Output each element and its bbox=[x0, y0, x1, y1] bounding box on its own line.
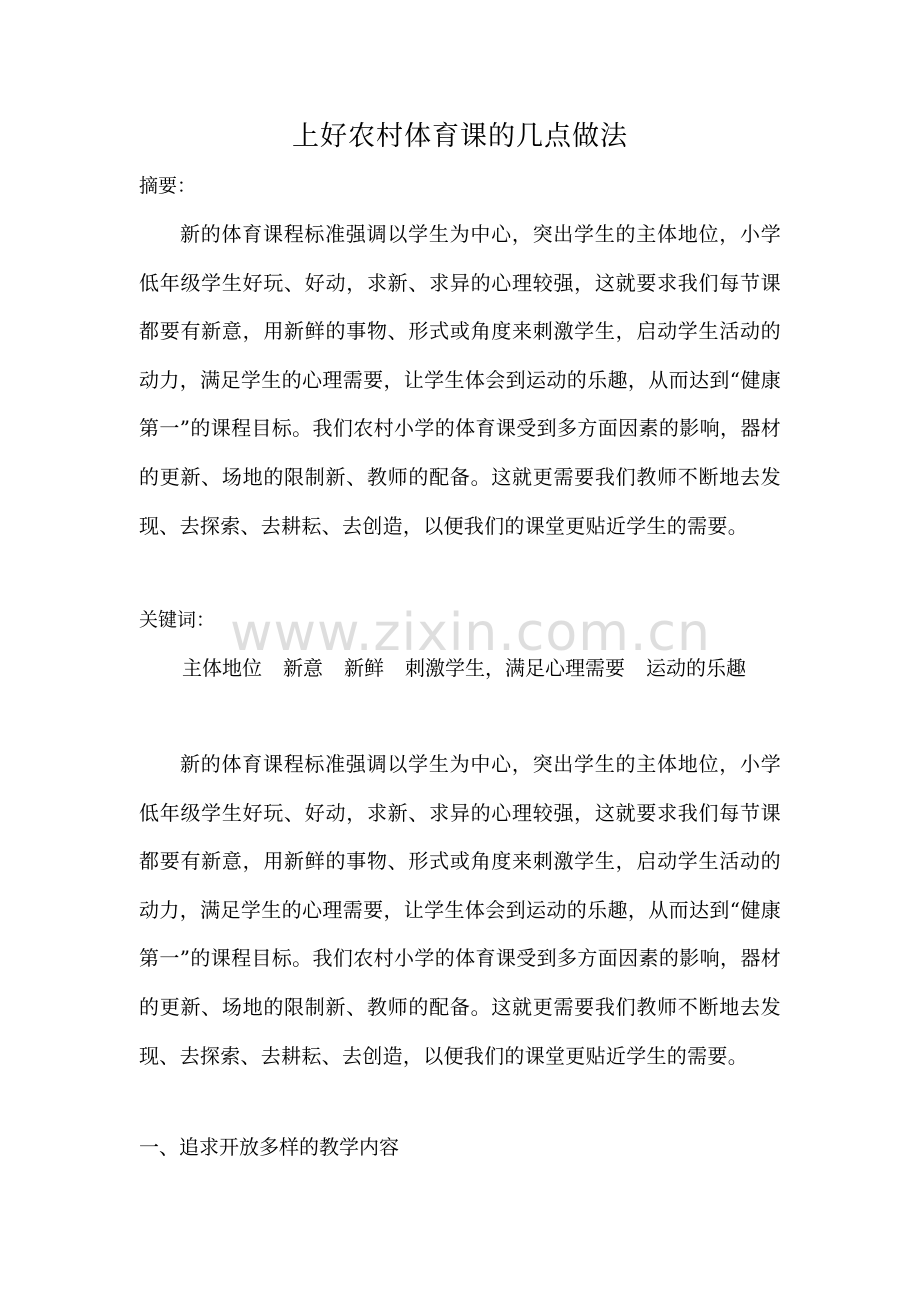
keyword-item: 主体地位 bbox=[182, 656, 262, 680]
keywords-label: 关键词： bbox=[139, 609, 216, 631]
keywords-list bbox=[182, 652, 746, 684]
abstract-label: 摘要： bbox=[139, 175, 197, 197]
section-heading: 一、追求开放多样的教学内容 bbox=[139, 1135, 399, 1159]
watermark: www.zixin.com.cn bbox=[230, 603, 711, 663]
body-paragraph: 新的体育课程标准强调以学生为中心，突出学生的主体地位，小学低年级学生好玩、好动，求新、求异的心理较强，这就要求我们每节课都要有新意，用新鲜的事物、形式或角度来刺激学生，启动学生活动的动力，满足学生的心理需要，让学生体会到运动的乐趣，从而达到“健康第一”的课程目标。我们农村小学的体育课受到多方面因素的影响，器材的更新、场地的限制新、教师的配备。这就更需要我们教师不断地去发现、去探索、去耕耘、去创造，以便我们的课堂更贴近学生的需要。 bbox=[139, 752, 781, 1068]
keyword-item: 新鲜 bbox=[344, 656, 384, 680]
keyword-item: 新意 bbox=[283, 656, 323, 680]
document-title: 上好农村体育课的几点做法 bbox=[292, 121, 628, 152]
keyword-item: 运动的乐趣 bbox=[646, 656, 746, 680]
keyword-item: 刺激学生，满足心理需要 bbox=[405, 656, 625, 680]
abstract-paragraph: 新的体育课程标准强调以学生为中心，突出学生的主体地位，小学低年级学生好玩、好动，求新、求异的心理较强，这就要求我们每节课都要有新意，用新鲜的事物、形式或角度来刺激学生，启动学生活动的动力，满足学生的心理需要，让学生体会到运动的乐趣，从而达到“健康第一”的课程目标。我们农村小学的体育课受到多方面因素的影响，器材的更新、场地的限制新、教师的配备。这就更需要我们教师不断地去发现、去探索、去耕耘、去创造，以便我们的课堂更贴近学生的需要。 bbox=[139, 222, 781, 538]
